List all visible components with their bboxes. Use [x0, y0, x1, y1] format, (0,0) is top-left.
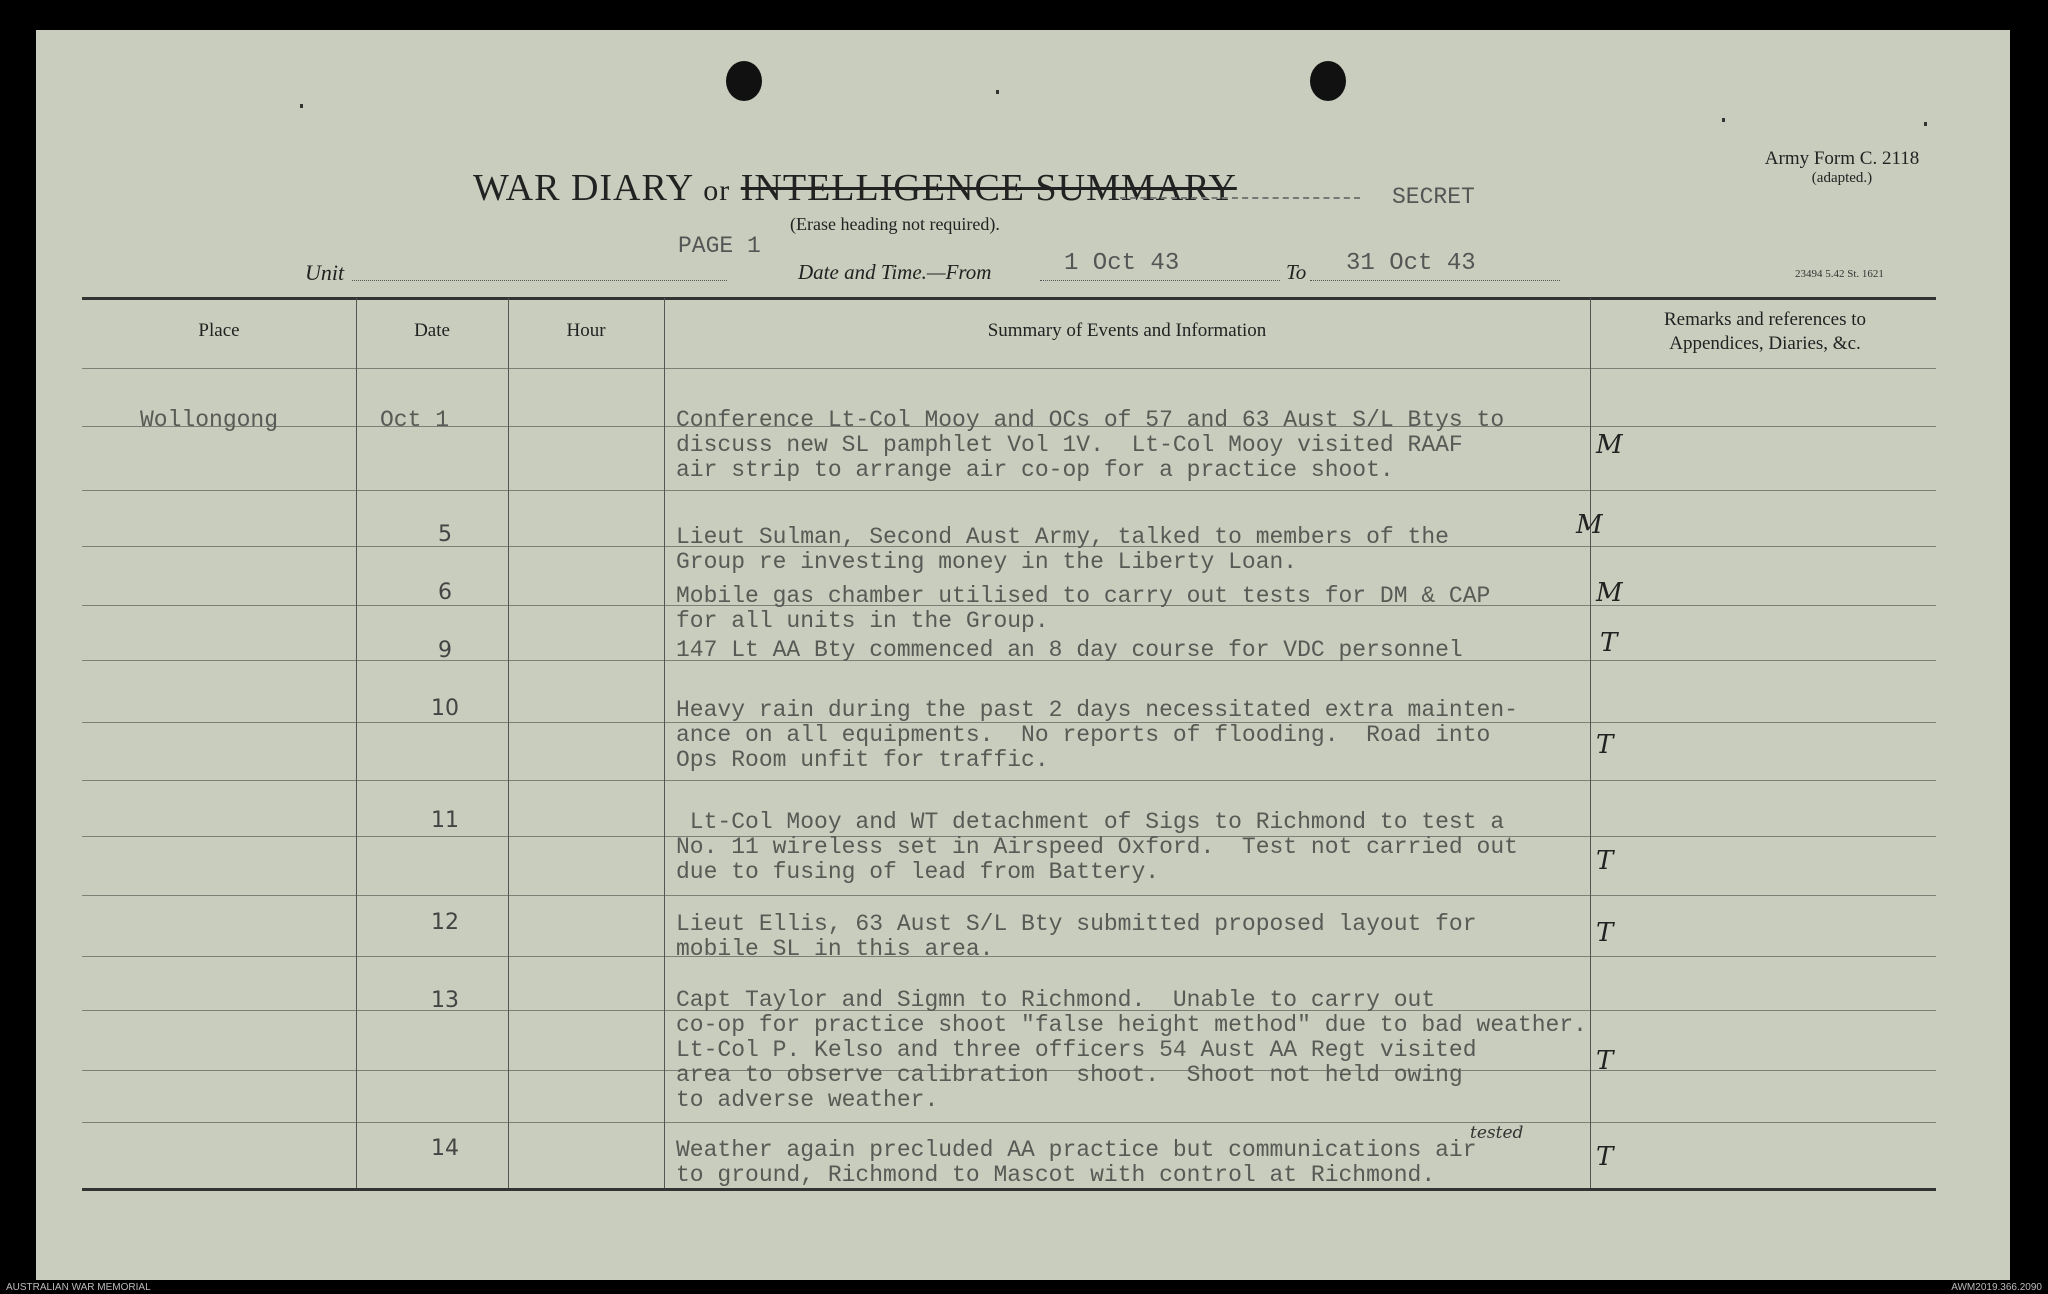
handwritten-tested: tested — [1470, 1123, 1524, 1143]
date-cell: 14 — [431, 1136, 459, 1161]
paper-speck — [1924, 122, 1927, 126]
paper-speck — [1722, 118, 1725, 122]
remark-mark: T — [1600, 628, 1618, 658]
to-value: 31 Oct 43 — [1346, 250, 1476, 277]
page-label: PAGE 1 — [678, 233, 761, 259]
date-cell: 5 — [438, 522, 452, 547]
header-hour: Hour — [566, 320, 606, 341]
erase-note: (Erase heading not required). — [790, 214, 1000, 234]
print-code: 23494 5.42 St. 1621 — [1795, 268, 1884, 280]
col-divider-place — [356, 298, 357, 1188]
summary-cell: Heavy rain during the past 2 days necessitated extra mainten- ance on all equipments. No reports of flooding. Road into Ops Room unfit for traffic. — [676, 697, 1518, 773]
erase-dashes — [1120, 197, 1360, 199]
summary-cell: Capt Taylor and Sigmn to Richmond. Unable to carry out co-op for practice shoot "false height method" due to bad weather. Lt-Col P. Kelso and three officers 54 Aust AA Regt visited area to observe calibration shoot. Shoot not held owing to adverse weather. — [676, 987, 1587, 1113]
date-time-label: Date and Time.—From — [798, 260, 992, 284]
remark-mark: M — [1596, 578, 1623, 608]
secret-stamp: SECRET — [1392, 184, 1475, 210]
army-form-label — [1742, 148, 1942, 187]
header-summary: Summary of Events and Information — [987, 320, 1267, 341]
to-label: To — [1286, 260, 1307, 284]
army-form-number: Army Form C. 2118 — [1764, 148, 1920, 169]
title-war-diary: WAR DIARY — [473, 167, 693, 209]
summary-cell: Weather again precluded AA practice but communications air to ground, Richmond to Mascot with control at Richmond. — [676, 1137, 1477, 1188]
date-cell: 11 — [431, 808, 459, 833]
paper-speck — [300, 104, 303, 108]
summary-cell: Mobile gas chamber utilised to carry out tests for DM & CAP for all units in the Group. — [676, 583, 1491, 634]
table-bottom-border — [82, 1188, 1936, 1191]
remark-mark: M — [1596, 430, 1623, 460]
remark-mark: M — [1576, 510, 1603, 540]
from-line — [1040, 280, 1280, 281]
paper-speck — [996, 90, 999, 94]
summary-cell: Lieut Ellis, 63 Aust S/L Bty submitted proposed layout for mobile SL in this area. — [676, 911, 1477, 962]
summary-cell: Lt-Col Mooy and WT detachment of Sigs to Richmond to test a No. 11 wireless set in Airspeed Oxford. Test not carried out due to fusing of lead from Battery. — [676, 809, 1518, 885]
to-line — [1310, 280, 1560, 281]
unit-label: Unit — [305, 260, 345, 285]
header-date: Date — [414, 320, 450, 341]
unit-line — [352, 280, 727, 281]
row-rule — [82, 895, 1936, 896]
header-place: Place — [198, 320, 240, 341]
date-cell: 12 — [431, 910, 459, 935]
row-rule — [82, 1122, 1936, 1123]
remark-mark: T — [1596, 918, 1614, 948]
date-cell: 13 — [431, 988, 459, 1013]
row-rule — [82, 490, 1936, 491]
col-divider-hour — [664, 298, 665, 1188]
punch-hole-right — [1310, 61, 1346, 101]
army-form-adapted: (adapted.) — [1811, 170, 1873, 186]
place-cell: Wollongong — [140, 407, 279, 433]
remark-mark: T — [1596, 1142, 1614, 1172]
form-title — [473, 166, 1237, 210]
summary-cell: Lieut Sulman, Second Aust Army, talked to members of the Group re investing money in the Liberty Loan. — [676, 524, 1449, 575]
title-or: or — [703, 174, 731, 207]
remark-mark: T — [1596, 730, 1614, 760]
date-cell: 9 — [438, 638, 452, 663]
summary-cell: 147 Lt AA Bty commenced an 8 day course for VDC personnel — [676, 637, 1463, 663]
col-divider-date — [508, 298, 509, 1188]
title-intelligence-summary: INTELLIGENCE SUMMARY — [740, 167, 1237, 209]
footer-source: AUSTRALIAN WAR MEMORIAL — [6, 1282, 151, 1293]
header-divider — [82, 368, 1936, 369]
row-rule — [82, 780, 1936, 781]
date-cell: 10 — [431, 696, 459, 721]
punch-hole-left — [726, 61, 762, 101]
date-cell: Oct 1 — [380, 407, 450, 433]
footer-accession: AWM2019.366.2090 — [1951, 1282, 2042, 1293]
from-value: 1 Oct 43 — [1064, 250, 1180, 277]
remark-mark: T — [1596, 1046, 1614, 1076]
date-cell: 6 — [438, 580, 452, 605]
table-top-border — [82, 297, 1936, 300]
header-remarks: Remarks and references to Appendices, Diaries, &c. — [1663, 309, 1867, 354]
summary-cell: Conference Lt-Col Mooy and OCs of 57 and 63 Aust S/L Btys to discuss new SL pamphlet Vol 1V. Lt-Col Mooy visited RAAF air strip to arrange air co-op for a practice shoot. — [676, 407, 1505, 483]
remark-mark: T — [1596, 846, 1614, 876]
col-divider-summary — [1590, 298, 1591, 1188]
